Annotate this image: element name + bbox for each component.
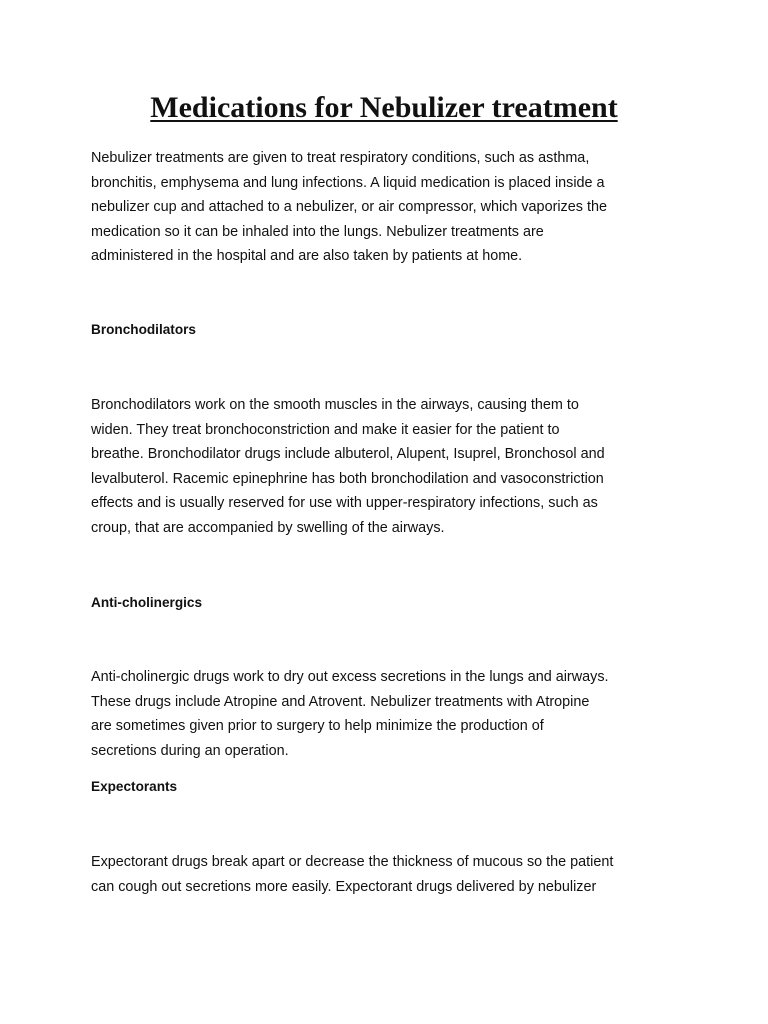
paragraph-line: breathe. Bronchodilator drugs include albuterol, Alupent, Isuprel, Bronchosol and	[91, 446, 605, 463]
paragraph-line: croup, that are accompanied by swelling of the airways.	[91, 519, 445, 536]
paragraph-line: bronchitis, emphysema and lung infections. A liquid medication is placed inside a	[91, 174, 605, 191]
paragraph-line: are sometimes given prior to surgery to help minimize the production of	[91, 718, 544, 735]
paragraph-line: administered in the hospital and are also taken by patients at home.	[91, 248, 523, 265]
paragraph-line: Expectorant drugs break apart or decrease the thickness of mucous so the patient	[91, 854, 614, 870]
paragraph-line: can cough out secretions more easily. Expectorant drugs delivered by nebulizer	[91, 878, 597, 895]
paragraph-line: nebulizer cup and attached to a nebulizer, or air compressor, which vaporizes the	[91, 199, 607, 216]
paragraph-line: secretions during an operation.	[91, 742, 289, 759]
paragraph-line: Anti-cholinergic drugs work to dry out excess secretions in the lungs and airways.	[91, 669, 609, 685]
section-heading-expectorants: Expectorants	[91, 779, 178, 794]
paragraph-line: widen. They treat bronchoconstriction and make it easier for the patient to	[91, 421, 560, 438]
bronchodilators-paragraph	[91, 393, 691, 541]
section-heading-bronchodilators: Bronchodilators	[91, 322, 196, 337]
page-title: Medications for Nebulizer treatment	[150, 91, 618, 124]
expectorants-paragraph	[91, 850, 691, 899]
anti-cholinergics-paragraph	[91, 665, 691, 763]
paragraph-line: levalbuterol. Racemic epinephrine has both bronchodilation and vasoconstriction	[91, 470, 604, 487]
paragraph-line: Bronchodilators work on the smooth muscles in the airways, causing them to	[91, 397, 579, 413]
paragraph-line: effects and is usually reserved for use with upper-respiratory infections, such as	[91, 495, 598, 512]
intro-paragraph	[91, 146, 691, 269]
paragraph-line: medication so it can be inhaled into the lungs. Nebulizer treatments are	[91, 223, 544, 240]
section-heading-anti-cholinergics: Anti-cholinergics	[91, 595, 203, 610]
paragraph-line: These drugs include Atropine and Atrovent. Nebulizer treatments with Atropine	[91, 693, 590, 710]
paragraph-line: Nebulizer treatments are given to treat respiratory conditions, such as asthma,	[91, 150, 590, 166]
